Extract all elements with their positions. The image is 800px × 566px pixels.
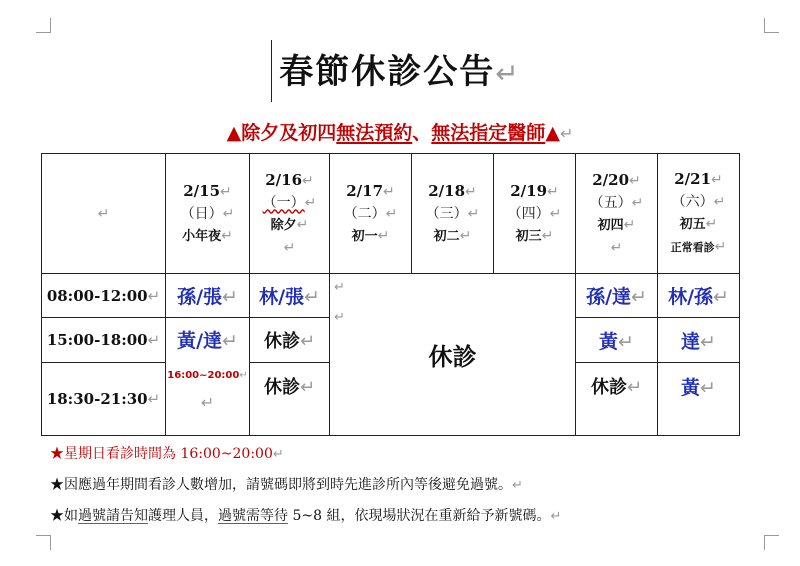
paragraph-mark-icon: ↵ bbox=[334, 310, 345, 325]
date-label: 2/20 bbox=[592, 170, 630, 189]
holiday-label: 除夕 bbox=[270, 217, 297, 233]
weekday-label: （五） bbox=[589, 194, 632, 211]
paragraph-mark-icon: ↵ bbox=[705, 216, 718, 232]
paragraph-mark-icon: ↵ bbox=[283, 239, 296, 256]
holiday-label: 初四 bbox=[597, 217, 624, 233]
paragraph-mark-icon: ↵ bbox=[334, 280, 345, 295]
cell-2-16-afternoon[interactable] bbox=[250, 318, 330, 363]
cell-2-15-morning[interactable] bbox=[166, 274, 250, 318]
doctor-names: 孫/達 bbox=[586, 286, 632, 308]
paragraph-mark-icon: ↵ bbox=[623, 216, 636, 233]
paragraph-mark-icon: ↵ bbox=[147, 286, 161, 305]
cell-2-20-evening[interactable] bbox=[576, 363, 658, 436]
doctor-names: 達 bbox=[681, 330, 701, 353]
date-label: 2/15 bbox=[183, 181, 221, 200]
subtitle-part-5: ▲ bbox=[545, 122, 560, 144]
paragraph-mark-icon: ↵ bbox=[459, 227, 472, 244]
paragraph-mark-icon: ↵ bbox=[222, 286, 238, 308]
paragraph-mark-icon: ↵ bbox=[512, 478, 523, 493]
holiday-label: 初一 bbox=[351, 228, 378, 244]
paragraph-mark-icon: ↵ bbox=[302, 172, 314, 189]
note-sunday-hours[interactable] bbox=[50, 439, 561, 470]
sunday-hours-note: 16:00~20:00 bbox=[167, 370, 240, 381]
doctor-names: 林/張 bbox=[259, 286, 305, 308]
date-label: 2/21 bbox=[674, 170, 712, 188]
weekday-label: （三） bbox=[425, 205, 468, 222]
subtitle-no-appointment: 無法預約 bbox=[336, 122, 413, 144]
note-text: ★因應過年期間看診人數增加，請號碼即將到時先進診所內等後避免過號。 bbox=[50, 477, 512, 493]
time-label: 18:30-21:30 bbox=[46, 390, 148, 408]
paragraph-mark-icon: ↵ bbox=[711, 172, 723, 188]
crop-mark-top-right bbox=[764, 18, 779, 33]
closed-label: 休診 bbox=[263, 377, 300, 398]
crop-mark-bottom-right bbox=[764, 535, 779, 550]
note-arrive-early[interactable] bbox=[50, 470, 561, 501]
paragraph-mark-icon: ↵ bbox=[713, 194, 726, 210]
header-2-21[interactable] bbox=[658, 154, 740, 274]
holiday-label: 小年夜 bbox=[182, 228, 222, 244]
holiday-label: 初二 bbox=[433, 228, 460, 244]
weekday-label: （二） bbox=[343, 205, 386, 222]
paragraph-mark-icon: ↵ bbox=[299, 331, 316, 352]
crop-mark-bottom-left bbox=[36, 535, 51, 550]
header-2-16[interactable] bbox=[250, 154, 330, 274]
paragraph-mark-icon: ↵ bbox=[377, 227, 390, 244]
time-label: 08:00-12:00 bbox=[46, 286, 148, 305]
header-2-19[interactable] bbox=[494, 154, 576, 274]
weekday-label: （日） bbox=[180, 205, 223, 222]
paragraph-mark-icon: ↵ bbox=[547, 183, 559, 200]
paragraph-mark-icon: ↵ bbox=[383, 183, 395, 200]
weekday-label: （一） bbox=[262, 194, 305, 211]
paragraph-mark-icon: ↵ bbox=[700, 377, 716, 399]
time-slot-afternoon[interactable] bbox=[42, 318, 166, 363]
subtitle-separator: 、 bbox=[412, 122, 432, 144]
paragraph-mark-icon: ↵ bbox=[304, 286, 320, 308]
paragraph-mark-icon: ↵ bbox=[541, 227, 554, 244]
paragraph-mark-icon: ↵ bbox=[299, 377, 316, 398]
note-text: ★如 bbox=[50, 508, 78, 524]
note-text-underlined: 過號請告知 bbox=[78, 508, 148, 524]
cell-2-16-evening[interactable] bbox=[250, 363, 330, 436]
paragraph-mark-icon: ↵ bbox=[222, 330, 238, 352]
paragraph-mark-icon: ↵ bbox=[610, 239, 623, 256]
cell-2-16-morning[interactable] bbox=[250, 274, 330, 318]
doctor-names: 黃/達 bbox=[177, 330, 223, 352]
paragraph-mark-icon: ↵ bbox=[272, 447, 284, 462]
cell-2-15-afternoon-evening[interactable] bbox=[166, 318, 250, 436]
doctor-names: 黃 bbox=[599, 330, 619, 353]
paragraph-mark-icon: ↵ bbox=[221, 227, 233, 244]
paragraph-mark-icon: ↵ bbox=[296, 216, 309, 233]
header-2-20[interactable] bbox=[576, 154, 658, 274]
paragraph-mark-icon: ↵ bbox=[222, 205, 235, 222]
paragraph-mark-icon: ↵ bbox=[629, 172, 641, 189]
cell-2-21-evening[interactable] bbox=[658, 363, 740, 436]
date-label: 2/17 bbox=[346, 181, 384, 200]
paragraph-mark-icon: ↵ bbox=[239, 370, 248, 381]
holiday-label: 初三 bbox=[515, 228, 542, 244]
doctor-names: 黃 bbox=[681, 377, 701, 399]
paragraph-mark-icon: ↵ bbox=[549, 205, 562, 222]
paragraph-mark-icon: ↵ bbox=[626, 377, 643, 398]
header-2-15[interactable] bbox=[166, 154, 250, 274]
paragraph-mark-icon: ↵ bbox=[714, 239, 727, 255]
paragraph-mark-icon: ↵ bbox=[550, 509, 562, 524]
paragraph-mark-icon: ↵ bbox=[495, 57, 521, 90]
note-missed-number[interactable] bbox=[50, 501, 561, 532]
closed-label: 休診 bbox=[428, 342, 477, 371]
cell-2-20-morning[interactable] bbox=[576, 274, 658, 318]
header-2-18[interactable] bbox=[412, 154, 494, 274]
date-label: 2/19 bbox=[510, 181, 548, 200]
date-label: 2/16 bbox=[265, 170, 303, 189]
time-slot-morning[interactable] bbox=[42, 274, 166, 318]
paragraph-mark-icon: ↵ bbox=[465, 183, 477, 200]
paragraph-mark-icon: ↵ bbox=[97, 205, 110, 222]
time-label: 15:00-18:00 bbox=[46, 331, 148, 349]
paragraph-mark-icon: ↵ bbox=[200, 393, 215, 412]
closed-block-2-17-to-2-19[interactable] bbox=[330, 274, 576, 436]
subtitle-part-1: ▲除夕及初四 bbox=[226, 122, 337, 144]
paragraph-mark-icon: ↵ bbox=[631, 286, 647, 308]
header-2-17[interactable] bbox=[330, 154, 412, 274]
title-text: 春節休診公告 bbox=[279, 52, 496, 92]
time-slot-evening[interactable] bbox=[42, 363, 166, 436]
notice-subtitle[interactable] bbox=[0, 118, 800, 145]
schedule-table bbox=[41, 153, 740, 436]
closed-label: 休診 bbox=[263, 331, 300, 352]
paragraph-mark-icon: ↵ bbox=[700, 330, 716, 353]
paragraph-mark-icon: ↵ bbox=[220, 183, 232, 200]
crop-mark-top-left bbox=[36, 18, 51, 33]
normal-clinic-label: 正常看診 bbox=[670, 241, 715, 254]
table-header-row bbox=[42, 154, 740, 274]
paragraph-mark-icon: ↵ bbox=[467, 205, 480, 222]
note-text: 5~8 組，依現場狀況在重新給予新號碼。 bbox=[288, 508, 551, 524]
paragraph-mark-icon: ↵ bbox=[559, 124, 574, 143]
note-text: 護理人員， bbox=[148, 508, 218, 524]
cell-2-20-afternoon[interactable] bbox=[576, 318, 658, 363]
cell-2-21-afternoon[interactable] bbox=[658, 318, 740, 363]
holiday-label: 初五 bbox=[679, 217, 706, 232]
paragraph-mark-icon: ↵ bbox=[147, 390, 161, 408]
weekday-label: （六） bbox=[671, 194, 714, 210]
closed-label: 休診 bbox=[590, 377, 627, 398]
subtitle-no-doctor-choice: 無法指定醫師 bbox=[431, 122, 546, 144]
date-label: 2/18 bbox=[428, 181, 466, 200]
notes-section bbox=[50, 439, 561, 532]
paragraph-mark-icon: ↵ bbox=[147, 331, 161, 349]
paragraph-mark-icon: ↵ bbox=[631, 194, 644, 211]
paragraph-mark-icon: ↵ bbox=[304, 194, 317, 211]
paragraph-mark-icon: ↵ bbox=[618, 330, 634, 353]
table-row-morning bbox=[42, 274, 740, 318]
note-text: ★星期日看診時間為 16:00~20:00 bbox=[50, 446, 273, 462]
doctor-names: 孫/張 bbox=[177, 286, 223, 308]
corner-cell[interactable] bbox=[42, 154, 166, 274]
paragraph-mark-icon: ↵ bbox=[713, 286, 729, 308]
note-text-underlined: 過號需等待 bbox=[218, 508, 288, 524]
cell-2-21-morning[interactable] bbox=[658, 274, 740, 318]
weekday-label: （四） bbox=[507, 205, 550, 222]
doctor-names: 林/孫 bbox=[668, 286, 714, 308]
page-title[interactable] bbox=[0, 44, 800, 93]
paragraph-mark-icon: ↵ bbox=[385, 205, 398, 222]
